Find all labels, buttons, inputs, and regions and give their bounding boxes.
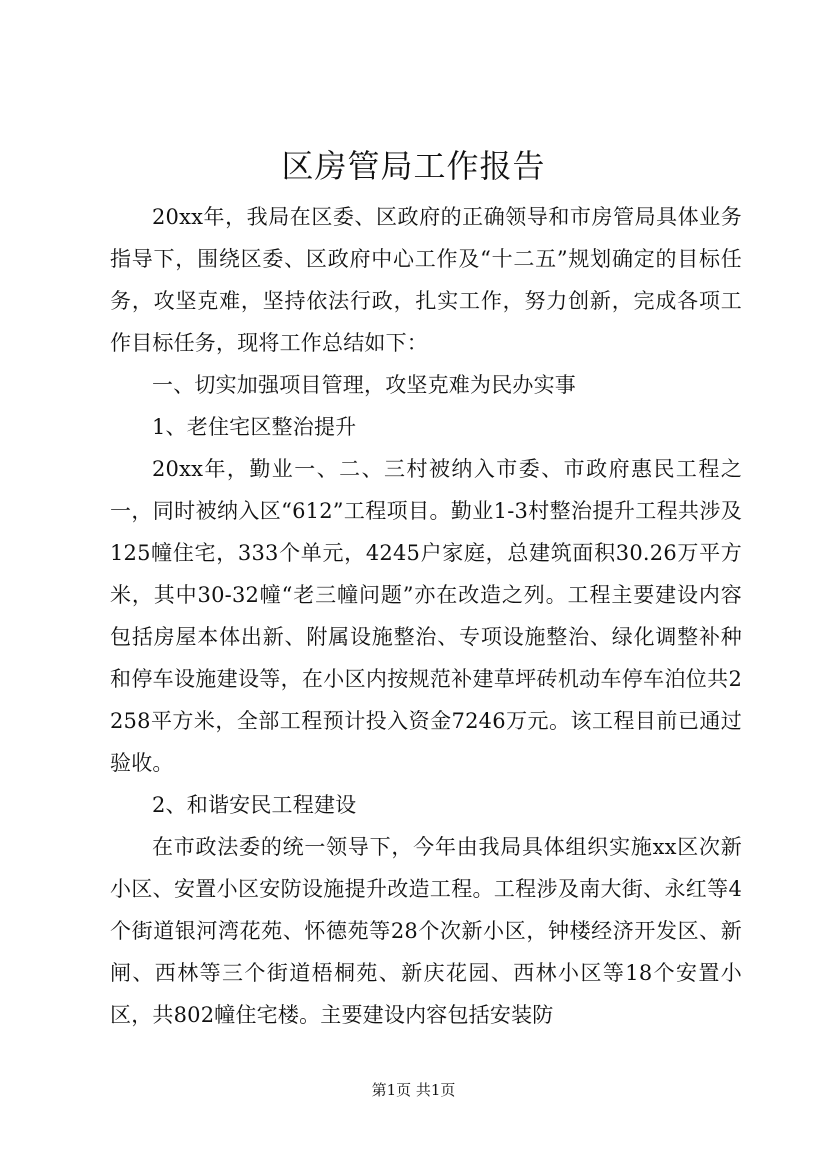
paragraph-security: 在市政法委的统一领导下，今年由我局具体组织实施xx区次新小区、安置小区安防设施提升改造工程。工程涉及南大街、永红等4个街道银河湾花苑、怀德苑等28个次新小区，钟楼经济开发区、新闸、西林等三个街道梧桐苑、新庆花园、西林小区等18个安置小区，共802幢住宅楼。主要建设内容包括安装防 xyxy=(110,835,742,1027)
paragraph-renovation: 20xx年，勤业一、二、三村被纳入市委、市政府惠民工程之一，同时被纳入区“612”工程项目。勤业1-3村整治提升工程共涉及125幢住宅，333个单元，4245户家庭，总建筑面积30.26万平方米，其中30-32幢“老三幢问题”亦在改造之列。工程主要建设内容包括房屋本体出新、附属设施整治、专项设施整治、绿化调整补种和停车设施建设等，在小区内按规范补建草坪砖机动车停车泊位共2258平方米，全部工程预计投入资金7246万元。该工程目前已通过验收。 xyxy=(110,457,742,775)
subsection-heading-2: 2、和谐安民工程建设 xyxy=(152,793,357,817)
section-heading-1: 一、切实加强项目管理，攻坚克难为民办实事 xyxy=(152,373,576,397)
document-body xyxy=(110,196,742,1036)
subsection-heading-1: 1、老住宅区整治提升 xyxy=(152,415,357,439)
paragraph-intro: 20xx年，我局在区委、区政府的正确领导和市房管局具体业务指导下，围绕区委、区政府中心工作及“十二五”规划确定的目标任务，攻坚克难，坚持依法行政，扎实工作，努力创新，完成各项工作目标任务，现将工作总结如下： xyxy=(110,205,742,355)
document-title: 区房管局工作报告 xyxy=(281,147,546,185)
page-footer: 第1页 共1页 xyxy=(371,1081,456,1099)
